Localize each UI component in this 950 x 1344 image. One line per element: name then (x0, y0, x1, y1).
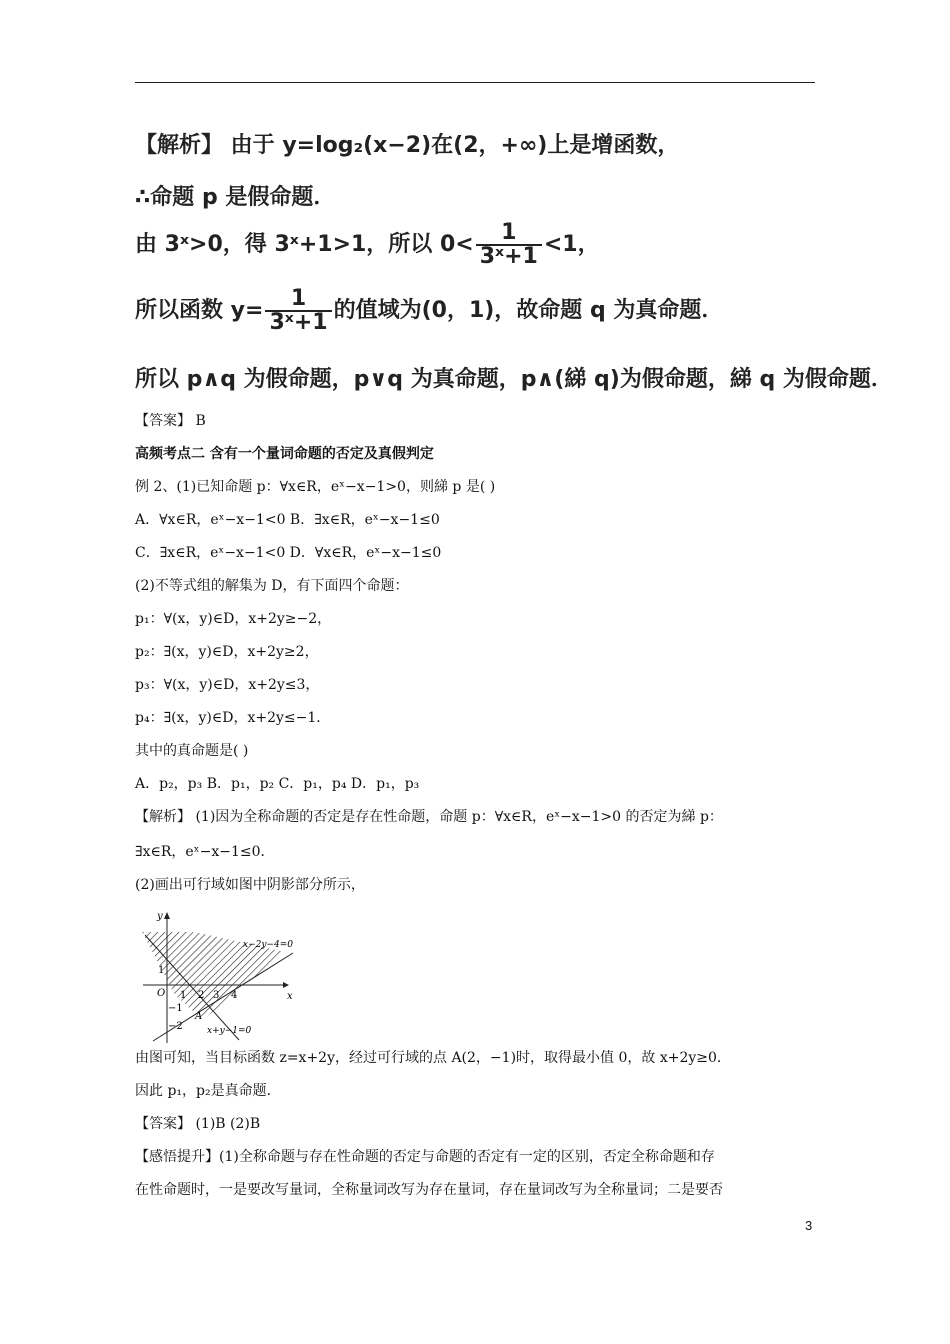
tick-x-1: 1 (180, 990, 187, 1001)
proposition-p2: p₂：∃(x，y)∈D，x+2y≥2， (135, 644, 319, 660)
line2-label: x+y−1=0 (207, 1026, 252, 1036)
section-heading: 高频考点二 含有一个量词命题的否定及真假判定 (135, 446, 434, 462)
line1-label: x−2y−4=0 (243, 940, 293, 950)
insight-1: 【感悟提升】(1)全称命题与存在性命题的否定与命题的否定有一定的区别，否定全称命题和存 (135, 1149, 715, 1165)
tick-y-m1: −1 (168, 1003, 183, 1014)
y-label: y (157, 911, 163, 922)
solution-line-4: 所以函数 y= $\frac{1}{\text{3ˣ+1}}$ 的值域为(0，1)，故命题 q 为真命题． (135, 286, 724, 335)
options-ab: A．∀x∈R，eˣ−x−1<0 B．∃x∈R，eˣ−x−1≤0 (135, 512, 440, 528)
conclusion-1: 由图可知，当目标函数 z=x+2y，经过可行域的点 A(2，−1)时，取得最小值 0，故 x+2y≥0． (135, 1050, 731, 1066)
solution-line-3: 由 3ˣ>0，得 3ˣ+1>1，所以 0< $\frac{1}{\text{3ˣ+1}}$ <1， (135, 220, 600, 269)
header-rule (135, 82, 815, 83)
which-true: 其中的真命题是( ) (135, 743, 249, 759)
solution-line-5: 所以 p∧q 为假命题，p∨q 为真命题，p∧(綈 q)为假命题，綈 q 为假命题． (135, 367, 893, 392)
y-arrow-icon (164, 912, 170, 919)
tick-y-1: 1 (158, 965, 165, 976)
proposition-p1: p₁：∀(x，y)∈D，x+2y≥−2， (135, 611, 332, 627)
question-2: (2)不等式组的解集为 D，有下面四个命题： (135, 578, 409, 594)
conclusion-2: 因此 p₁，p₂是真命题． (135, 1083, 281, 1099)
solution-2: (2)画出可行域如图中阴影部分所示， (135, 877, 365, 893)
proposition-p3: p₃：∀(x，y)∈D，x+2y≤3， (135, 677, 320, 693)
options-2: A．p₂，p₃ B．p₁，p₂ C．p₁，p₄ D．p₁，p₃ (135, 776, 420, 792)
insight-2: 在性命题时，一是要改写量词，全称量词改写为存在量词，存在量词改写为全称量词；二是要否 (135, 1182, 723, 1198)
tick-x-2: 2 (198, 990, 205, 1001)
origin-label: O (157, 988, 166, 999)
answer-1: 【答案】 B (135, 413, 206, 429)
answer-2: 【答案】 (1)B (2)B (135, 1116, 261, 1132)
feasible-region-figure (135, 905, 310, 1045)
tick-x-4: 4 (231, 990, 238, 1001)
fraction: $\frac{1}{\text{3ˣ+1}}$ (265, 288, 331, 334)
page-number: 3 (805, 1218, 813, 1233)
options-cd: C．∃x∈R，eˣ−x−1<0 D．∀x∈R，eˣ−x−1≤0 (135, 545, 442, 561)
tick-y-m2: −2 (168, 1021, 183, 1032)
x-arrow-icon (283, 982, 289, 988)
proposition-p4: p₄：∃(x，y)∈D，x+2y≤−1． (135, 710, 331, 726)
solution-1b: ∃x∈R，eˣ−x−1≤0． (135, 844, 275, 860)
fraction: $\frac{1}{\text{3ˣ+1}}$ (476, 222, 542, 268)
solution-line-2: ∴命题 p 是假命题． (135, 185, 336, 210)
solution-line-1: 【解析】 由于 y=log₂(x−2)在(2，+∞)上是增函数， (135, 133, 680, 158)
example-2: 例 2、(1)已知命题 p：∀x∈R，eˣ−x−1>0，则綈 p 是( ) (135, 479, 496, 495)
tick-x-3: 3 (213, 990, 220, 1001)
point-a-label: A (195, 1011, 203, 1022)
x-label: x (287, 991, 293, 1002)
solution-1a: 【解析】 (1)因为全称命题的否定是存在性命题，命题 p：∀x∈R，eˣ−x−1>0 的否定为綈 p： (135, 809, 723, 825)
